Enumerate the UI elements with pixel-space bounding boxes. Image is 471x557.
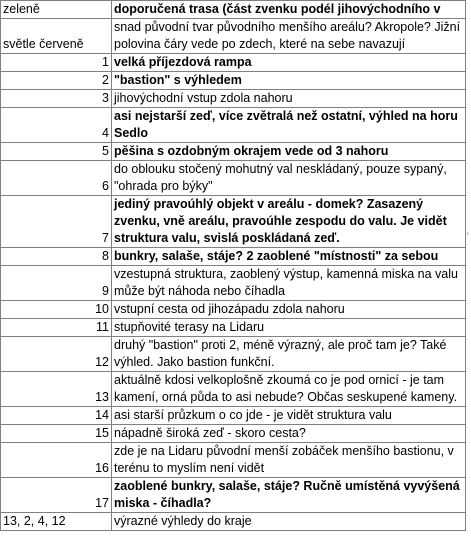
- description-cell[interactable]: jediný pravoúhlý objekt v areálu - domek? Zasazený zvenku, vně areálu, pravoúhle zespodu do valu. Je vidět struktura valu, svislá poskládaná zeď.: [112, 196, 466, 248]
- table-row: [1, 319, 466, 337]
- description-cell[interactable]: doporučená trasa (část zvenku podél jihovýchodního v: [112, 1, 466, 19]
- label-cell[interactable]: 16: [1, 443, 112, 478]
- description-cell[interactable]: zde je na Lidaru původní menší zobáček menšího bastionu, v terénu to myslím není vidět: [112, 443, 466, 478]
- table-row: [1, 407, 466, 425]
- description-cell[interactable]: výrazné výhledy do kraje: [112, 513, 466, 531]
- table-row: [1, 54, 466, 72]
- table-row: [1, 301, 466, 319]
- description-cell[interactable]: velká příjezdová rampa: [112, 54, 466, 72]
- label-cell[interactable]: 11: [1, 319, 112, 337]
- description-cell[interactable]: vstupní cesta od jihozápadu zdola nahoru: [112, 301, 466, 319]
- label-cell[interactable]: 13, 2, 4, 12: [1, 513, 112, 531]
- description-cell[interactable]: do oblouku stočený mohutný val neskládaný, pouze sypaný, "ohrada pro býky": [112, 161, 466, 196]
- description-cell[interactable]: nápadně široká zeď - skoro cesta?: [112, 425, 466, 443]
- label-cell[interactable]: 9: [1, 266, 112, 301]
- table-row: [1, 266, 466, 301]
- label-cell[interactable]: 14: [1, 407, 112, 425]
- label-cell[interactable]: 17: [1, 478, 112, 513]
- description-cell[interactable]: aktuálně kdosi velkoplošně zkoumá co je pod ornicí - je tam kamení, orná půda to asi nebude? Občas seskupené kameny.: [112, 372, 466, 407]
- label-cell[interactable]: 8: [1, 248, 112, 266]
- table-row: [1, 108, 466, 143]
- table-row: [1, 161, 466, 196]
- label-cell[interactable]: 4: [1, 108, 112, 143]
- table-row: [1, 196, 466, 248]
- label-cell[interactable]: 10: [1, 301, 112, 319]
- label-cell[interactable]: zeleně: [1, 1, 112, 19]
- table-row: [1, 425, 466, 443]
- label-cell[interactable]: 7: [1, 196, 112, 248]
- label-cell[interactable]: 6: [1, 161, 112, 196]
- label-cell[interactable]: 12: [1, 337, 112, 372]
- description-cell[interactable]: jihovýchodní vstup zdola nahoru: [112, 90, 466, 108]
- table-row: [1, 478, 466, 513]
- overflow-marker: ': [467, 231, 469, 241]
- table-row: [1, 1, 466, 19]
- table-row: [1, 90, 466, 108]
- description-cell[interactable]: druhý "bastion" proti 2, méně výrazný, ale proč tam je? Také výhled. Jako bastion funkční.: [112, 337, 466, 372]
- description-cell[interactable]: snad původní tvar původního menšího areálu? Akropole? Jižní polovina čáry vede po zdech, které na sebe navazují: [112, 19, 466, 54]
- description-cell[interactable]: pěšina s ozdobným okrajem vede od 3 nahoru: [112, 143, 466, 161]
- label-cell[interactable]: 3: [1, 90, 112, 108]
- label-cell[interactable]: 15: [1, 425, 112, 443]
- label-cell[interactable]: 2: [1, 72, 112, 90]
- table-row: [1, 72, 466, 90]
- description-cell[interactable]: asi nejstarší zeď, více zvětralá než ostatní, výhled na horu Sedlo: [112, 108, 466, 143]
- table-row: [1, 443, 466, 478]
- description-cell[interactable]: vzestupná struktura, zaoblený výstup, kamenná miska na valu může být náhoda nebo číhadla: [112, 266, 466, 301]
- table-row: [1, 372, 466, 407]
- description-cell[interactable]: asi starší průzkum o co jde - je vidět struktura valu: [112, 407, 466, 425]
- description-cell[interactable]: stupňovité terasy na Lidaru: [112, 319, 466, 337]
- description-cell[interactable]: zaoblené bunkry, salaše, stáje? Ručně umístěná vyvýšená miska - číhadla?: [112, 478, 466, 513]
- table-row: [1, 143, 466, 161]
- label-cell[interactable]: 1: [1, 54, 112, 72]
- description-cell[interactable]: bunkry, salaše, stáje? 2 zaoblené "místnosti" za sebou: [112, 248, 466, 266]
- label-cell[interactable]: světle červeně: [1, 19, 112, 54]
- table-row: [1, 19, 466, 54]
- table-row: [1, 248, 466, 266]
- label-cell[interactable]: 5: [1, 143, 112, 161]
- table-row: [1, 513, 466, 531]
- table-row: [1, 337, 466, 372]
- table-body: [1, 1, 466, 531]
- description-cell[interactable]: "bastion" s výhledem: [112, 72, 466, 90]
- label-cell[interactable]: 13: [1, 372, 112, 407]
